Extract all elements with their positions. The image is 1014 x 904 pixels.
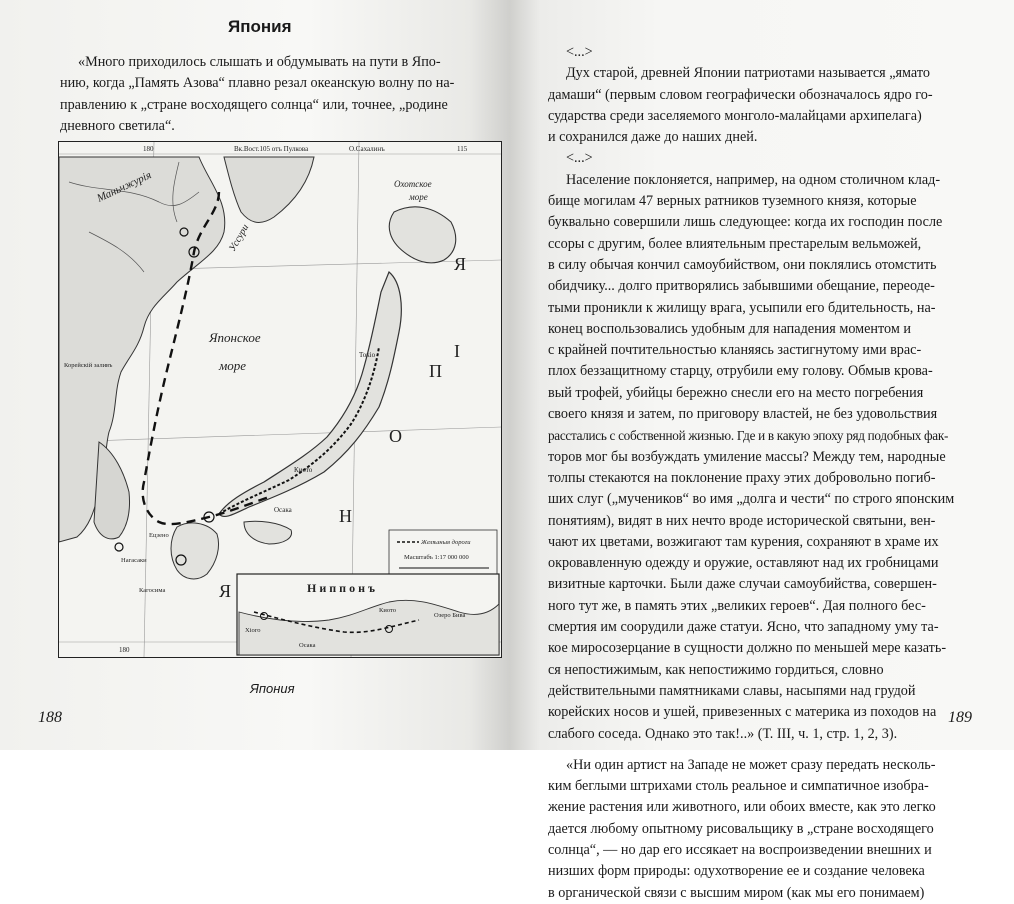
text-line: нию, когда „Память Азова“ плавно резал океанскую волну по на- <box>60 75 455 92</box>
map-label-place: Киото <box>294 466 313 474</box>
text-line: ного тут же, в память этих „великих героев“. Дая полного бес- <box>548 597 926 614</box>
honshu <box>219 272 401 516</box>
text-line: в силу обычая кончил самоубийством, они поклялись отомстить <box>548 256 937 273</box>
map-bottom-label: 180 <box>119 646 130 654</box>
intro-paragraph <box>60 52 500 137</box>
map-label-place: Осака <box>274 506 292 514</box>
inset-title: Н и п п о н ъ <box>307 581 375 595</box>
text-line: толпы стекаются на поклонение праху этих добровольно погиб- <box>548 469 936 486</box>
text-line: окровавленную одежду и оружие, оставляют над их гробницами <box>548 555 939 572</box>
page-number-right: 189 <box>948 709 972 726</box>
legend-title: Желѣзныя дороги <box>421 539 471 546</box>
text-line: дамаши“ (первым словом географически обозначалось ядро го- <box>548 86 933 103</box>
text-line: ся непостижимым, как непостижимо гордиться, словно <box>548 661 884 678</box>
text-line: «Ни один артист на Западе не может сразу передать нескoль- <box>566 756 936 773</box>
japan-map-drawing <box>59 142 501 657</box>
sakhalin-region <box>224 157 314 222</box>
map-label-country: П <box>429 361 442 381</box>
text-line: расстались с собственной жизнью. Где и в какую эпоху ряд подобных фак- <box>548 428 949 444</box>
map-caption: Япония <box>250 681 295 696</box>
legend-scale: Масштабъ 1:17 000 000 <box>404 554 469 561</box>
map-top-label: 180 <box>143 145 154 153</box>
text-line: ким беглыми штрихами столь реальное и симпатичное изобра- <box>548 778 929 795</box>
kyushu <box>171 523 219 579</box>
map-label-region: Уссури <box>227 222 252 254</box>
text-line: бище могилам 47 верных ратников туземного князя, которые <box>548 193 917 210</box>
left-page <box>0 0 510 750</box>
map-label-country: Я <box>454 254 467 274</box>
text-line: правлению к „стране восходящего солнца“ или, точнее, „родине <box>60 96 448 113</box>
hokkaido <box>389 207 455 263</box>
map-label-place: Кагосима <box>139 587 166 594</box>
text-line: обидчику... долго притворялись забывшими обещание, переоде- <box>548 278 935 295</box>
text-line: торов мог бы возбуждать умиление массы? Между тем, народные <box>548 448 946 465</box>
text-line: сударства среди заселяемого монголо-малайцами архипелага) <box>548 107 922 124</box>
text-line: тыми проникли к жилищу врага, усыпили его бдительность, на- <box>548 299 936 316</box>
text-line: жение растения или животного, или обоих вместе, как это легко <box>548 799 936 816</box>
map-label-country: Н <box>339 506 352 526</box>
text-line: конец воспользовались удобным для нападения моментом и <box>548 320 911 337</box>
map-label-sea: море <box>409 192 428 202</box>
inset-label: Озеро Бива <box>434 612 466 619</box>
map-label-sea: море <box>219 358 247 373</box>
text-line: дается любому опытному рисовальщику в „стране восходящего <box>548 820 934 837</box>
map-label-country: Я <box>219 581 232 601</box>
map-label-place: Корейскiй заливъ <box>64 362 113 369</box>
text-line: ших слуг („мучеников“ во имя „долга и чести“ по строго японским <box>548 491 955 508</box>
ellipsis-marker: <...> <box>566 44 593 60</box>
text-line: низших форм природы: одухотворение ее и создание человека <box>548 863 925 880</box>
text-line: и сохранился даже до наших дней. <box>548 129 758 146</box>
map-label-country: О <box>389 426 402 446</box>
inset-label: Осака <box>299 642 316 649</box>
text-line: дневного светила“. <box>60 117 175 134</box>
paragraph-gap <box>548 745 988 755</box>
text-line: Дух старой, древней Японии патриотами называется „ямато <box>566 65 930 82</box>
shikoku <box>244 521 292 544</box>
text-line: солнца“, — но дар его иссякает на воспроизведении внешних и <box>548 841 932 858</box>
map-label-place: Ецзено <box>149 532 169 539</box>
map-top-label: Вк.Вост.105 отъ Пулкова <box>234 145 309 153</box>
text-line: корейских носов и ушей, привезенных с материка из походов на <box>548 704 937 721</box>
text-line: с крайней почтительностью кланяясь застигнутому ими врас- <box>548 342 922 359</box>
map-label-place: Токiо <box>359 351 376 359</box>
text-line: в органической связи с высшим миром (как мы его понимаем) <box>548 884 925 901</box>
map-label-sea: Японское <box>209 330 261 345</box>
text-line: своего князя и затем, по приговору властей, не без удовольствия <box>548 406 938 423</box>
mainland-asia <box>59 157 225 542</box>
map-label-country: I <box>454 341 460 361</box>
map-label-place: Нагасаки <box>121 557 147 564</box>
text-line: действительными памятниками славы, насыпями над грудой <box>548 682 916 699</box>
map-label-sea: Охотское <box>394 179 432 189</box>
text-line: «Много приходилось слышать и обдумывать на пути в Япо- <box>78 54 441 70</box>
text-line: Население поклоняется, например, на одном столичном клад- <box>566 171 941 188</box>
text-line: чают их цветами, возжигают там курения, сохраняют в храме их <box>548 533 939 550</box>
right-page <box>510 0 1014 901</box>
text-line: плох беззащитному старцу, отрубили ему голову. Обмыв крова- <box>548 363 933 380</box>
inset-label: Киото <box>379 607 396 614</box>
text-line: визитные карточки. Были даже случаи самоубийства, совершен- <box>548 576 937 593</box>
text-line: понятиям), видят в них нечто вроде исторической святыни, вен- <box>548 512 936 529</box>
text-line: вый трофей, убийцы бережно снесли его на место погребения <box>548 384 924 401</box>
korea <box>94 442 130 539</box>
map-label-region: Маньчжурiя <box>95 169 154 205</box>
japan-map <box>58 141 502 658</box>
text-line: ссоры с другим, более влиятельным престарелым вельможей, <box>548 235 922 252</box>
page-number-left: 188 <box>38 709 62 726</box>
inset-label: Хiого <box>245 627 261 634</box>
text-line: слабого соседа. Однако это так!..» (Т. III, ч. 1, стр. 1, 2, 3). <box>548 725 898 742</box>
ellipsis-marker: <...> <box>566 150 593 167</box>
text-line: смертия им соорудили даже статуи. Ясно, что западному уму та- <box>548 619 939 636</box>
text-line: буквально совершили лишь следующее: когда их господин после <box>548 214 943 231</box>
text-line: кое миросозерцание в сущности должно по меньшей мере казать- <box>548 640 947 657</box>
map-top-label: О.Сахалинъ <box>349 145 385 153</box>
map-top-label: 115 <box>457 145 468 153</box>
right-page-text <box>548 42 988 904</box>
chapter-title: Япония <box>228 17 292 36</box>
